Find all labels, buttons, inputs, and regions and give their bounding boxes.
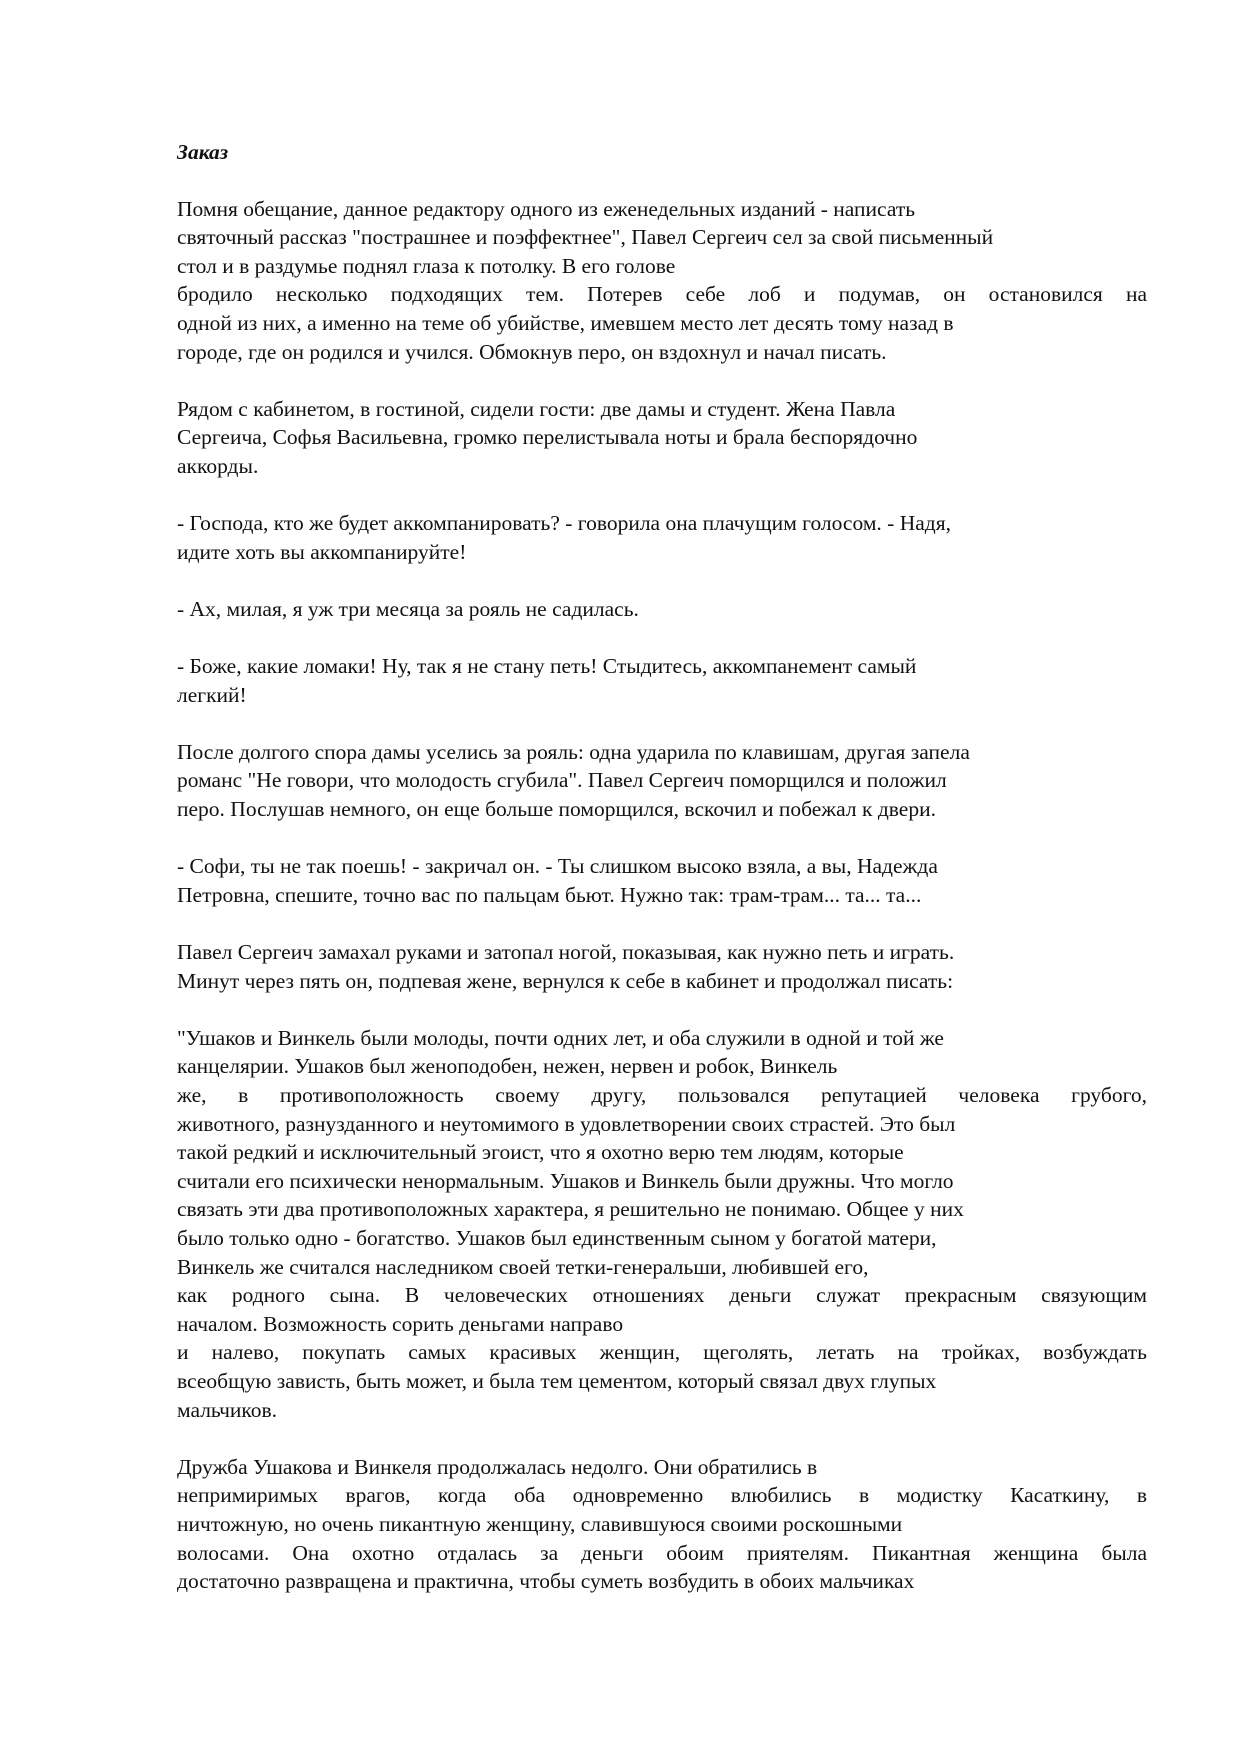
paragraph: [177, 195, 1147, 367]
text-line: связать эти два противоположных характера, я решительно не понимаю. Общее у них: [177, 1197, 964, 1222]
text-line: Павел Сергеич замахал руками и затопал ногой, показывая, как нужно петь и играть.: [177, 940, 955, 965]
text-line: городе, где он родился и учился. Обмокнув перо, он вздохнул и начал писать.: [177, 339, 887, 364]
text-line: началом. Возможность сорить деньгами направо: [177, 1311, 624, 1336]
text-line: Петровна, спешите, точно вас по пальцам бьют. Нужно так: трам-трам... та... та...: [177, 882, 922, 907]
paragraph: [177, 852, 1147, 909]
text-line: же, в противоположность своему другу, пользовался репутацией человека грубого,: [177, 1083, 1147, 1107]
text-line: канцелярии. Ушаков был женоподобен, нежен, нервен и робок, Винкель: [177, 1054, 838, 1079]
text-line: бродило несколько подходящих тем. Потерев себе лоб и подумав, он остановился на: [177, 282, 1147, 307]
text-line: считали его психически ненормальным. Ушаков и Винкель были дружны. Что могло: [177, 1168, 954, 1193]
paragraph: [177, 1453, 1147, 1596]
text-line: всеобщую зависть, быть может, и была тем цементом, который связал двух глупых: [177, 1368, 937, 1393]
paragraph: [177, 395, 1147, 481]
text-line: перо. Послушав немного, он еще больше поморщился, вскочил и побежал к двери.: [177, 797, 936, 822]
paragraph: [177, 509, 1147, 566]
text-line: легкий!: [177, 682, 247, 707]
text-line: - Боже, какие ломаки! Ну, так я не стану петь! Стыдитесь, аккомпанемент самый: [177, 654, 917, 679]
text-line: Дружба Ушакова и Винкеля продолжалась недолго. Они обратились в: [177, 1454, 818, 1479]
paragraph-list: [177, 195, 1147, 1596]
text-line: Помня обещание, данное редактору одного из еженедельных изданий - написать: [177, 196, 916, 221]
paragraph: [177, 738, 1147, 824]
text-line: идите хоть вы аккомпанируйте!: [177, 539, 467, 564]
text-line: "Ушаков и Винкель были молоды, почти одних лет, и оба служили в одной и той же: [177, 1025, 944, 1050]
text-line: аккорды.: [177, 453, 259, 478]
text-line: стол и в раздумье поднял глаза к потолку. В его голове: [177, 253, 676, 278]
text-line: После долгого спора дамы уселись за рояль: одна ударила по клавишам, другая запела: [177, 739, 970, 764]
text-line: мальчиков.: [177, 1397, 278, 1422]
document-body: [177, 138, 1147, 1624]
paragraph: [177, 652, 1147, 709]
text-line: романс "Не говори, что молодость сгубила". Павел Сергеич поморщился и положил: [177, 768, 947, 793]
text-line: - Господа, кто же будет аккомпанировать? - говорила она плачущим голосом. - Надя,: [177, 511, 951, 536]
text-line: достаточно развращена и практична, чтобы суметь возбудить в обоих мальчиках: [177, 1569, 915, 1594]
text-line: святочный рассказ "пострашнее и поэффектнее", Павел Сергеич сел за свой письменный: [177, 225, 994, 250]
text-line: Винкель же считался наследником своей тетки-генеральши, любившей его,: [177, 1254, 869, 1279]
document-title: Заказ: [177, 140, 229, 164]
text-line: - Ах, милая, я уж три месяца за рояль не садилась.: [177, 596, 639, 621]
text-line: Сергеича, Софья Васильевна, громко перелистывала ноты и брала беспорядочно: [177, 425, 918, 450]
text-line: волосами. Она охотно отдалась за деньги обоим приятелям. Пикантная женщина была: [177, 1540, 1147, 1565]
text-line: непримиримых врагов, когда оба одновременно влюбились в модистку Касаткину, в: [177, 1483, 1147, 1508]
text-line: Минут через пять он, подпевая жене, вернулся к себе в кабинет и продолжал писать:: [177, 968, 954, 993]
paragraph: [177, 595, 1147, 624]
text-line: и налево, покупать самых красивых женщин, щеголять, летать на тройках, возбуждать: [177, 1340, 1147, 1365]
text-line: такой редкий и исключительный эгоист, что я охотно верю тем людям, которые: [177, 1140, 904, 1165]
text-line: как родного сына. В человеческих отношениях деньги служат прекрасным связующим: [177, 1283, 1147, 1308]
text-line: было только одно - богатство. Ушаков был единственным сыном у богатой матери,: [177, 1225, 937, 1250]
text-line: животного, разнузданного и неутомимого в удовлетворении своих страстей. Это был: [177, 1111, 956, 1136]
text-line: ничтожную, но очень пикантную женщину, славившуюся своими роскошными: [177, 1511, 903, 1536]
text-line: Рядом с кабинетом, в гостиной, сидели гости: две дамы и студент. Жена Павла: [177, 396, 896, 421]
paragraph: [177, 1024, 1147, 1424]
text-line: - Софи, ты не так поешь! - закричал он. - Ты слишком высоко взяла, а вы, Надежда: [177, 854, 938, 879]
paragraph: [177, 938, 1147, 995]
text-line: одной из них, а именно на теме об убийстве, имевшем место лет десять тому назад в: [177, 310, 954, 335]
